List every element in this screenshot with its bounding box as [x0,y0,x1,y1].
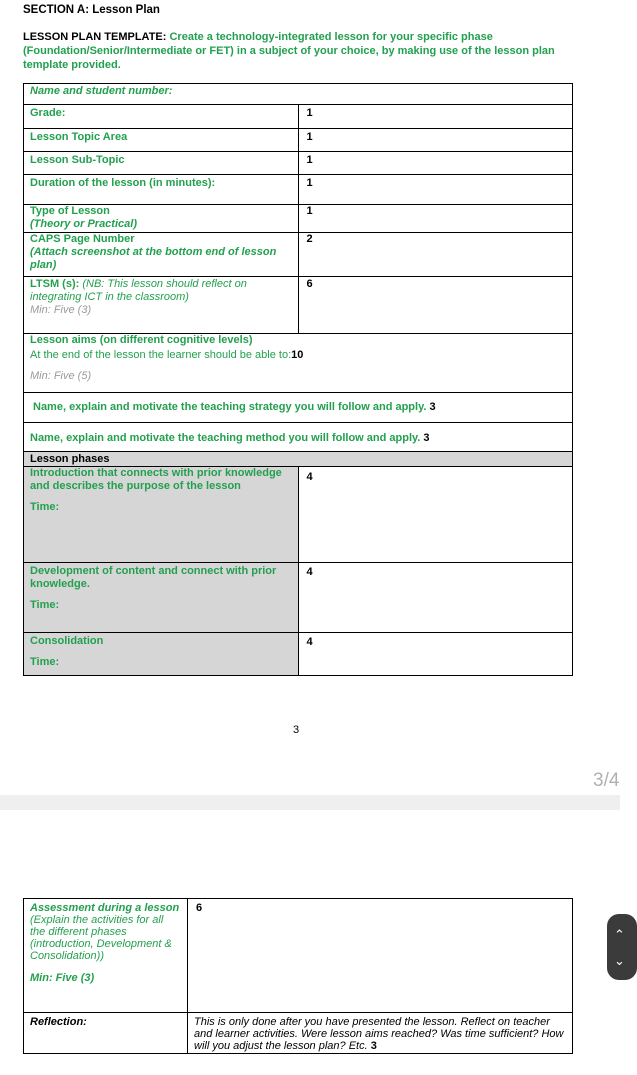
table-row [24,175,573,205]
method-row [24,423,573,455]
aims-row [24,334,573,393]
lesson-type-note: (Theory or Practical) [30,218,137,230]
duration-mark[interactable]: 1 [298,175,573,205]
table-row [24,129,573,152]
page-divider [0,795,620,810]
lesson-plan-table [23,83,573,455]
phase-development-label: Development of content and connect with prior knowledge. [30,565,277,590]
lesson-type-mark[interactable]: 1 [298,205,573,233]
phase-introduction-label: Introduction that connects with prior knowledge and describes the purpose of the lesson [30,467,282,492]
table-row [24,277,573,334]
name-label: Name and student number: [30,85,173,97]
page-counter: 3/4 [593,770,620,791]
method-text: Name, explain and motivate the teaching method you will follow and apply. [30,432,421,444]
table-row [24,1013,573,1054]
lesson-type-label: Type of Lesson [30,205,110,217]
table-row [24,899,573,1013]
grade-mark[interactable]: 1 [298,105,573,129]
caps-page-label: CAPS Page Number [30,233,135,245]
reflection-label: Reflection: [24,1013,188,1054]
table-row [24,563,573,633]
scroll-nav-widget[interactable] [607,914,637,980]
phase-time-label: Time: [30,599,60,611]
table-row [24,105,573,129]
assessment-table [23,898,573,1054]
phase-introduction-mark[interactable]: 4 [298,467,573,563]
page-number: 3 [293,724,300,736]
table-row [24,467,573,563]
section-title: SECTION A: Lesson Plan [23,4,160,16]
table-row [24,233,573,277]
sub-topic-label: Lesson Sub-Topic [24,152,299,175]
reflection-text: This is only done after you have presented the lesson. Reflect on teacher and learner activities. Were lesson aims reached? Was time sufficient? How will you adjust the lesson plan? Etc. [194,1016,564,1052]
chevron-up-icon[interactable]: ⌃ [614,927,625,942]
topic-area-mark[interactable]: 1 [298,129,573,152]
strategy-text: Name, explain and motivate the teaching strategy you will follow and apply. [33,401,427,413]
assessment-mark[interactable]: 6 [188,899,573,1013]
grade-label: Grade: [24,105,299,129]
reflection-mark: 3 [370,1040,377,1052]
ltsm-label: LTSM (s): [30,278,80,290]
name-row [24,84,573,105]
aims-min: Min: Five (5) [30,370,92,382]
phase-development-mark[interactable]: 4 [298,563,573,633]
phase-time-label: Time: [30,501,60,513]
sub-topic-mark[interactable]: 1 [298,152,573,175]
topic-area-label: Lesson Topic Area [24,129,299,152]
strategy-mark: 3 [429,401,436,413]
table-row [24,152,573,175]
aims-text: At the end of the lesson the learner should be able to: [30,349,292,361]
caps-page-mark[interactable]: 2 [298,233,573,277]
phases-heading: Lesson phases [24,452,573,467]
assessment-note: (Explain the activities for all the different phases (introduction, Development & Consolidation)) [30,914,172,962]
table-row [24,205,573,233]
lesson-phases-table [23,451,573,676]
intro-paragraph [23,30,563,72]
phase-time-label: Time: [30,656,60,668]
intro-text: Create a technology-integrated lesson for your specific phase (Foundation/Senior/Intermediate or FET) in a subject of your choice, by making use of the lesson plan template provided. [23,31,555,71]
aims-mark: 10 [291,349,304,361]
ltsm-min: Min: Five (3) [30,304,92,316]
chevron-down-icon[interactable]: ⌄ [614,953,625,968]
ltsm-mark[interactable]: 6 [298,277,573,334]
ltsm-note: (NB: This lesson should reflect on integrating ICT in the classroom) [30,278,247,303]
strategy-row [24,393,573,423]
phase-consolidation-label: Consolidation [30,635,104,647]
phase-consolidation-mark[interactable]: 4 [298,633,573,676]
method-mark: 3 [423,432,430,444]
duration-label: Duration of the lesson (in minutes): [24,175,299,205]
assessment-label: Assessment during a lesson [30,902,180,914]
assessment-min: Min: Five (3) [30,972,95,984]
caps-page-note: (Attach screenshot at the bottom end of lesson plan) [30,246,277,271]
table-row [24,633,573,676]
aims-title: Lesson aims (on different cognitive levels) [30,334,253,346]
intro-label: LESSON PLAN TEMPLATE: [23,31,167,43]
